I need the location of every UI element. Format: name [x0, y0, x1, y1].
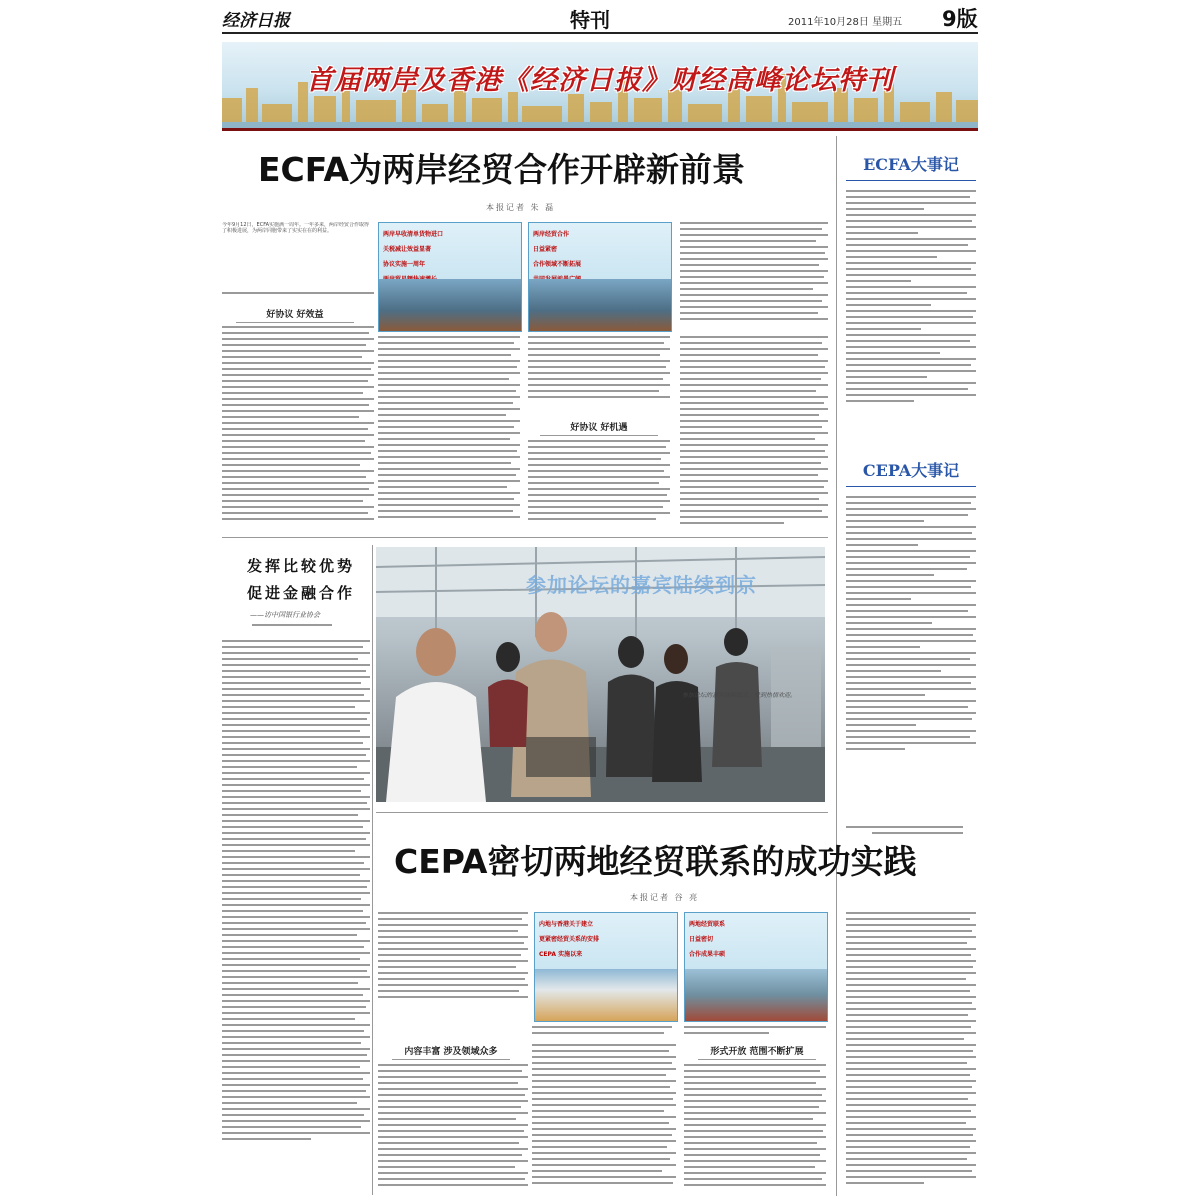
- cepa-infobox-1: [534, 912, 678, 1022]
- sidebar-divider: [836, 136, 837, 1196]
- cepa-timeline-text: [846, 496, 976, 821]
- cepa-box1-line-2: 更紧密经贸关系的安排: [539, 936, 600, 943]
- ecfa-box2-line-1: 两岸经贸合作: [533, 231, 570, 238]
- ecfa-timeline-rule: [846, 180, 976, 181]
- cepa-text-col-4: [846, 912, 976, 1194]
- ecfa-intro-text: 今年9月12日，ECFA实施满一周年。一年多来，两岸经贸合作取得了积极进展，为两岸同胞带来了实实在在的利益。: [222, 222, 370, 234]
- photo-bottom-rule: [376, 812, 828, 813]
- ecfa-box2-line-2: 日益紧密: [533, 246, 558, 253]
- cepa-text-col-3-top: [684, 1026, 826, 1038]
- cepa-box1-line-1: 内地与香港关于建立: [539, 921, 594, 928]
- newspaper-logo: 经济日报: [222, 11, 290, 31]
- cepa-text-col-2-top: [532, 1026, 672, 1038]
- cepa-box2-line-2: 日益密切: [689, 936, 714, 943]
- cepa-text-col-3: [684, 1064, 826, 1194]
- ecfa-box1-line-1: 两岸早收清单货物进口: [383, 231, 444, 238]
- ecfa-text-col-4: [680, 336, 828, 528]
- cepa-byline: 本报记者 谷 亮: [630, 893, 700, 902]
- cepa-box2-line-3: 合作成果丰硕: [689, 951, 726, 958]
- cepa-timeline-title: CEPA大事记: [862, 461, 960, 480]
- cepa-box2-photo: [685, 969, 827, 1021]
- ecfa-box1-line-2: 关税减让效益显著: [383, 246, 432, 253]
- ecfa-infobox-1: [378, 222, 522, 332]
- page-number: 9版: [942, 7, 978, 31]
- finance-column-divider: [372, 545, 373, 1195]
- ecfa-text-col-3-bottom: [528, 440, 670, 528]
- cepa-subhead-2: 形式开放 范围不断扩展: [698, 1044, 816, 1060]
- photo-overlay-title: 参加论坛的嘉宾陆续到京: [526, 573, 757, 597]
- banner-title: 首届两岸及香港《经济日报》财经高峰论坛特刊: [306, 65, 894, 96]
- cepa-infobox-2: [684, 912, 828, 1022]
- ecfa-bottom-rule: [222, 537, 828, 538]
- cepa-box1-photo: [535, 969, 677, 1021]
- ecfa-timeline-text: [846, 190, 976, 440]
- photo-caption: 参加论坛的嘉宾陆续抵京，受到热情欢迎。: [682, 692, 797, 699]
- cepa-headline: CEPA密切两地经贸联系的成功实践: [394, 842, 917, 881]
- cepa-box2-line-1: 两地经贸联系: [689, 921, 726, 928]
- finance-subtitle-rule: [252, 624, 332, 630]
- ecfa-subhead-1: 好协议 好效益: [236, 307, 354, 323]
- ecfa-subhead-2: 好协议 好机遇: [540, 420, 658, 436]
- masthead-rule: [222, 32, 978, 34]
- banner-rule: [222, 128, 978, 131]
- cepa-text-col-1-top: [378, 912, 528, 1002]
- ecfa-box1-line-3: 协议实施一周年: [383, 261, 426, 268]
- cepa-timeline-rule: [846, 486, 976, 487]
- finance-title-line-2: 促进金融合作: [246, 584, 355, 602]
- ecfa-text-col-1: [222, 326, 374, 526]
- ecfa-infobox-2: [528, 222, 672, 332]
- ecfa-byline: 本报记者 朱 磊: [486, 203, 556, 212]
- finance-subtitle: ——访中国银行业协会: [250, 611, 320, 619]
- ecfa-text-col-2: [378, 336, 520, 526]
- finance-title-line-1: 发挥比较优势: [246, 557, 355, 575]
- dateline: 2011年10月28日 星期五: [788, 17, 903, 28]
- ecfa-box1-photo: [379, 279, 521, 331]
- cepa-text-col-1: [378, 1064, 528, 1194]
- cepa-box1-line-3: CEPA 实施以来: [539, 951, 583, 958]
- cepa-subhead-1: 内容丰富 涉及领域众多: [392, 1044, 510, 1060]
- special-issue-banner: [222, 42, 978, 128]
- ecfa-text-col-4-top: [680, 222, 828, 330]
- ecfa-box2-line-3: 合作领域不断拓展: [533, 261, 582, 268]
- finance-text-col: [222, 640, 370, 1196]
- ecfa-timeline-title: ECFA大事记: [863, 155, 959, 174]
- ecfa-text-col-3-top: [528, 336, 670, 406]
- ecfa-box2-photo: [529, 279, 671, 331]
- cepa-text-col-2: [532, 1044, 676, 1194]
- arrival-photo: [376, 547, 825, 802]
- ecfa-intro-lines: [222, 292, 374, 298]
- ecfa-headline: ECFA为两岸经贸合作开辟新前景: [258, 150, 746, 189]
- section-name: 特刊: [570, 8, 610, 32]
